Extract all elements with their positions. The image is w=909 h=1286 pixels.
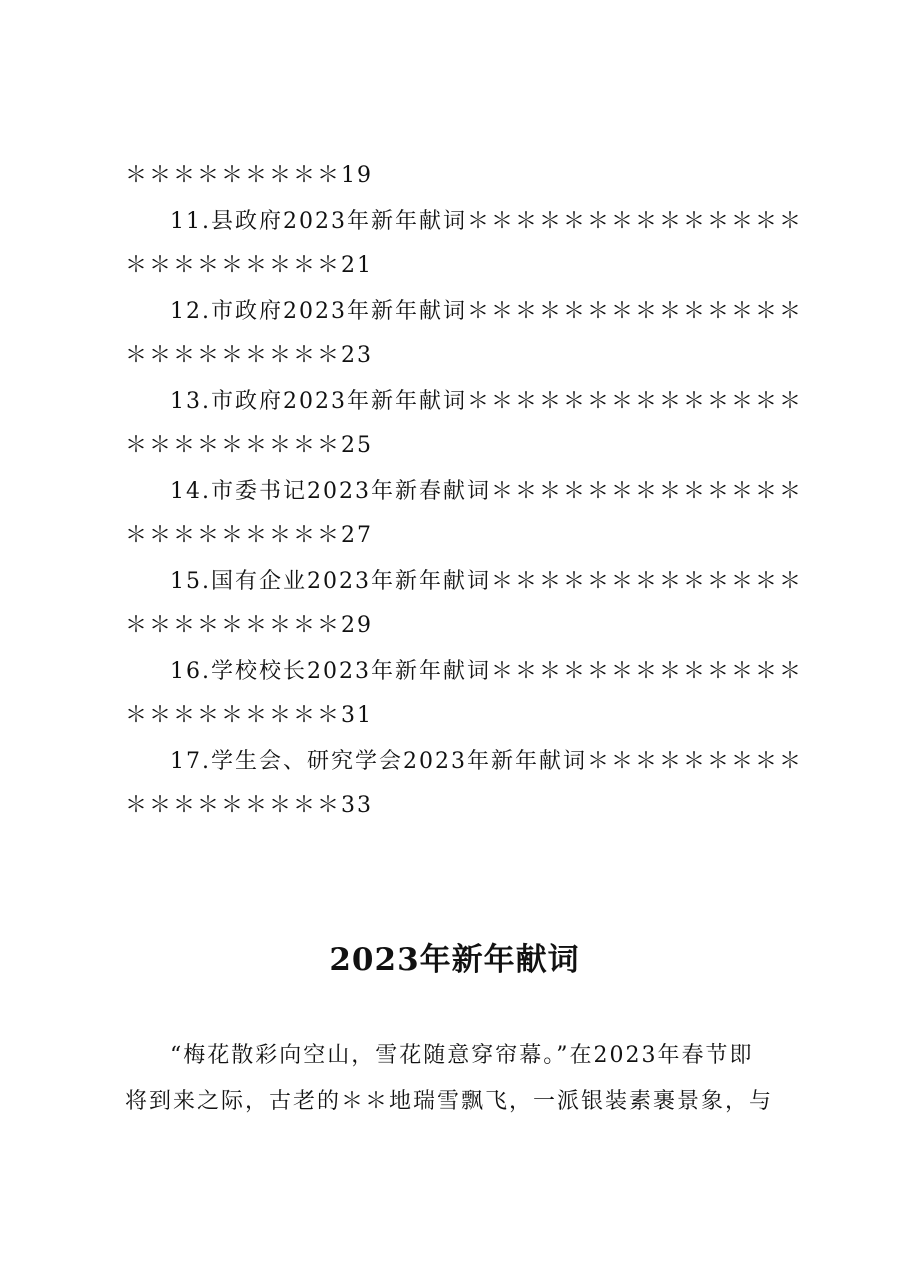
toc-entry-16: 16.学校校长2023年新年献词＊＊＊＊＊＊＊＊＊＊＊＊＊ [170, 659, 803, 684]
toc-entry-14: 14.市委书记2023年新春献词＊＊＊＊＊＊＊＊＊＊＊＊＊ [170, 479, 803, 504]
toc-entry-15: 15.国有企业2023年新年献词＊＊＊＊＊＊＊＊＊＊＊＊＊ [170, 569, 803, 594]
toc-entry-15-tail: ＊＊＊＊＊＊＊＊＊29 [125, 613, 373, 638]
toc-entry-11-tail: ＊＊＊＊＊＊＊＊＊21 [125, 253, 373, 278]
toc-continuation: ＊＊＊＊＊＊＊＊＊19 [125, 163, 373, 188]
toc-entry-17: 17.学生会、研究学会2023年新年献词＊＊＊＊＊＊＊＊＊ [170, 749, 803, 774]
article-title: 2023年新年献词 [329, 942, 580, 978]
toc-entry-16-tail: ＊＊＊＊＊＊＊＊＊31 [125, 703, 373, 728]
paragraph-line-2: 将到来之际，古老的＊＊地瑞雪飘飞，一派银装素裹景象，与 [125, 1089, 774, 1114]
toc-entry-13-tail: ＊＊＊＊＊＊＊＊＊25 [125, 433, 373, 458]
paragraph-line-1: “梅花散彩向空山，雪花随意穿帘幕。”在2023年春节即 [170, 1043, 754, 1068]
toc-entry-17-tail: ＊＊＊＊＊＊＊＊＊33 [125, 793, 373, 818]
toc-entry-11: 11.县政府2023年新年献词＊＊＊＊＊＊＊＊＊＊＊＊＊＊ [170, 209, 803, 234]
toc-entry-13: 13.市政府2023年新年献词＊＊＊＊＊＊＊＊＊＊＊＊＊＊ [170, 389, 803, 414]
toc-entry-12-tail: ＊＊＊＊＊＊＊＊＊23 [125, 343, 373, 368]
toc-entry-14-tail: ＊＊＊＊＊＊＊＊＊27 [125, 523, 373, 548]
toc-entry-12: 12.市政府2023年新年献词＊＊＊＊＊＊＊＊＊＊＊＊＊＊ [170, 299, 803, 324]
